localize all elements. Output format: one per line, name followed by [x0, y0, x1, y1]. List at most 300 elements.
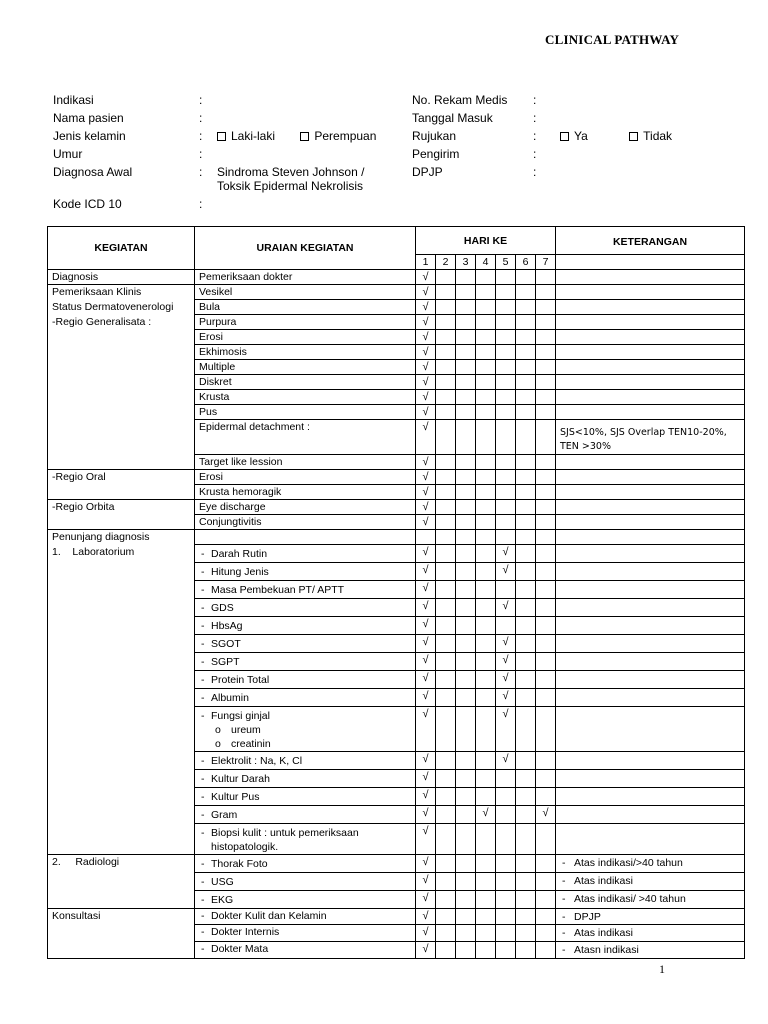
day-1-cell[interactable]	[416, 770, 436, 788]
day-3-cell[interactable]	[456, 855, 476, 873]
day-6-cell[interactable]	[516, 788, 536, 806]
day-7-cell[interactable]	[536, 300, 556, 315]
day-7-cell[interactable]	[536, 500, 556, 515]
day-7-cell[interactable]	[536, 752, 556, 770]
day-6-cell[interactable]	[516, 470, 536, 485]
day-4-cell[interactable]	[476, 855, 496, 873]
day-2-cell[interactable]	[436, 405, 456, 420]
day-1-cell[interactable]	[416, 530, 436, 545]
option-perempuan[interactable]: Perempuan	[300, 127, 376, 145]
day-5-cell[interactable]	[496, 806, 516, 824]
option-ya[interactable]: Ya	[560, 127, 588, 145]
day-1-cell[interactable]	[416, 375, 436, 390]
day-6-cell[interactable]	[516, 345, 536, 360]
day-7-cell[interactable]	[536, 855, 556, 873]
day-6-cell[interactable]	[516, 707, 536, 752]
day-5-cell[interactable]	[496, 455, 516, 470]
day-5-cell[interactable]	[496, 375, 516, 390]
day-1-cell[interactable]	[416, 824, 436, 855]
day-5-cell[interactable]	[496, 300, 516, 315]
day-4-cell[interactable]	[476, 405, 496, 420]
label-nama-pasien: Nama pasien	[53, 111, 124, 125]
checkmark-icon: √	[482, 807, 489, 819]
day-3-cell[interactable]	[456, 485, 476, 500]
day-2-cell[interactable]	[436, 500, 456, 515]
keterangan-cell	[556, 671, 745, 689]
day-3-cell[interactable]	[456, 891, 476, 909]
day-4-cell[interactable]	[476, 563, 496, 581]
day-2-cell[interactable]	[436, 530, 456, 545]
day-7-cell[interactable]	[536, 788, 556, 806]
day-4-cell[interactable]	[476, 330, 496, 345]
day-4-cell[interactable]	[476, 635, 496, 653]
kegiatan-cell	[48, 300, 195, 315]
day-6-cell[interactable]	[516, 285, 536, 300]
day-3-cell[interactable]	[456, 806, 476, 824]
day-3-cell[interactable]	[456, 635, 476, 653]
day-4-cell[interactable]	[476, 707, 496, 752]
colon: :	[533, 111, 537, 125]
day-7-cell[interactable]	[536, 925, 556, 942]
day-1-cell[interactable]	[416, 581, 436, 599]
day-1-cell[interactable]	[416, 470, 436, 485]
day-6-cell[interactable]	[516, 485, 536, 500]
day-1-cell[interactable]	[416, 635, 436, 653]
day-3-cell[interactable]	[456, 563, 476, 581]
day-1-cell[interactable]	[416, 500, 436, 515]
day-7-cell[interactable]	[536, 390, 556, 405]
day-6-cell[interactable]	[516, 500, 536, 515]
day-3-cell[interactable]	[456, 360, 476, 375]
table-row	[48, 390, 745, 405]
day-4-cell[interactable]	[476, 689, 496, 707]
kegiatan-cell	[48, 485, 195, 500]
day-4-cell[interactable]	[476, 485, 496, 500]
day-7-cell[interactable]	[536, 330, 556, 345]
day-1-cell[interactable]	[416, 360, 436, 375]
option-tidak[interactable]: Tidak	[629, 127, 672, 145]
day-5-cell[interactable]	[496, 485, 516, 500]
day-4-cell[interactable]	[476, 530, 496, 545]
day-2-cell[interactable]	[436, 545, 456, 563]
day-4-cell[interactable]	[476, 515, 496, 530]
day-2-cell[interactable]	[436, 375, 456, 390]
day-7-cell[interactable]	[536, 285, 556, 300]
day-7-cell[interactable]	[536, 873, 556, 891]
day-4-cell[interactable]	[476, 285, 496, 300]
day-7-cell[interactable]	[536, 671, 556, 689]
day-1-cell[interactable]	[416, 599, 436, 617]
day-4-cell[interactable]	[476, 909, 496, 925]
day-2-cell[interactable]	[436, 470, 456, 485]
day-1-cell[interactable]	[416, 300, 436, 315]
day-7-cell[interactable]	[536, 617, 556, 635]
day-2-cell[interactable]	[436, 617, 456, 635]
day-2-cell[interactable]	[436, 599, 456, 617]
day-2-cell[interactable]	[436, 285, 456, 300]
day-2-cell[interactable]	[436, 345, 456, 360]
day-6-cell[interactable]	[516, 855, 536, 873]
day-1-cell[interactable]	[416, 285, 436, 300]
day-7-cell[interactable]	[536, 420, 556, 455]
day-5-cell[interactable]	[496, 360, 516, 375]
day-5-cell[interactable]	[496, 653, 516, 671]
day-6-cell[interactable]	[516, 300, 536, 315]
day-5-cell[interactable]	[496, 671, 516, 689]
day-6-cell[interactable]	[516, 653, 536, 671]
day-1-cell[interactable]	[416, 563, 436, 581]
day-2-cell[interactable]	[436, 390, 456, 405]
day-2-cell[interactable]	[436, 855, 456, 873]
day-5-cell[interactable]	[496, 390, 516, 405]
day-7-cell[interactable]	[536, 530, 556, 545]
day-7-cell[interactable]	[536, 909, 556, 925]
day-5-cell[interactable]	[496, 563, 516, 581]
day-1-cell[interactable]	[416, 806, 436, 824]
day-2-cell[interactable]	[436, 360, 456, 375]
day-6-cell[interactable]	[516, 530, 536, 545]
day-3-cell[interactable]	[456, 824, 476, 855]
day-7-cell[interactable]	[536, 515, 556, 530]
day-2-cell[interactable]	[436, 653, 456, 671]
day-1: 1	[416, 255, 436, 270]
day-2-cell[interactable]	[436, 270, 456, 285]
option-laki-laki[interactable]: Laki-laki	[217, 127, 275, 145]
day-2-cell[interactable]	[436, 455, 456, 470]
day-2-cell[interactable]	[436, 788, 456, 806]
checkbox-icon[interactable]	[300, 132, 309, 141]
day-4-cell[interactable]	[476, 599, 496, 617]
day-2-cell[interactable]	[436, 770, 456, 788]
day-6-cell[interactable]	[516, 635, 536, 653]
day-3-cell[interactable]	[456, 788, 476, 806]
day-7-cell[interactable]	[536, 891, 556, 909]
uraian-text: Darah Rutin	[211, 548, 268, 560]
day-7-cell[interactable]	[536, 770, 556, 788]
checkmark-icon: √	[502, 690, 509, 702]
day-2-cell[interactable]	[436, 689, 456, 707]
day-4-cell[interactable]	[476, 455, 496, 470]
checkbox-icon[interactable]	[560, 132, 569, 141]
day-3-cell[interactable]	[456, 285, 476, 300]
day-3-cell[interactable]	[456, 455, 476, 470]
day-5-cell[interactable]	[496, 285, 516, 300]
day-3-cell[interactable]	[456, 500, 476, 515]
day-1-cell[interactable]	[416, 330, 436, 345]
day-6-cell[interactable]	[516, 752, 536, 770]
day-1-cell[interactable]	[416, 653, 436, 671]
day-1-cell[interactable]	[416, 752, 436, 770]
day-4-cell[interactable]	[476, 873, 496, 891]
day-3-cell[interactable]	[456, 909, 476, 925]
day-3-cell[interactable]	[456, 925, 476, 942]
day-1-cell[interactable]	[416, 925, 436, 942]
day-7-cell[interactable]	[536, 375, 556, 390]
day-3-cell[interactable]	[456, 300, 476, 315]
day-7-cell[interactable]	[536, 824, 556, 855]
day-5-cell[interactable]	[496, 530, 516, 545]
day-6-cell[interactable]	[516, 806, 536, 824]
day-5-cell[interactable]	[496, 891, 516, 909]
day-3-cell[interactable]	[456, 270, 476, 285]
day-3-cell[interactable]	[456, 873, 476, 891]
header-row-umur	[53, 145, 393, 163]
day-3-cell[interactable]	[456, 770, 476, 788]
day-6-cell[interactable]	[516, 375, 536, 390]
day-7-cell[interactable]	[536, 653, 556, 671]
day-6-cell[interactable]	[516, 545, 536, 563]
day-1-cell[interactable]	[416, 617, 436, 635]
day-2-cell[interactable]	[436, 824, 456, 855]
table-row	[48, 515, 745, 530]
checkbox-icon[interactable]	[629, 132, 638, 141]
day-7-cell[interactable]	[536, 563, 556, 581]
day-5-cell[interactable]	[496, 581, 516, 599]
day-7-cell[interactable]	[536, 455, 556, 470]
day-7-cell[interactable]	[536, 545, 556, 563]
day-3-cell[interactable]	[456, 405, 476, 420]
day-2-cell[interactable]	[436, 563, 456, 581]
day-6-cell[interactable]	[516, 420, 536, 455]
day-7-cell[interactable]	[536, 599, 556, 617]
day-1-cell[interactable]	[416, 405, 436, 420]
day-4-cell[interactable]	[476, 581, 496, 599]
day-6-cell[interactable]	[516, 873, 536, 891]
day-2-cell[interactable]	[436, 942, 456, 959]
uraian-text: Albumin	[211, 692, 249, 704]
day-5-cell[interactable]	[496, 788, 516, 806]
day-7-cell[interactable]	[536, 270, 556, 285]
day-5-cell[interactable]	[496, 770, 516, 788]
day-4-cell[interactable]	[476, 345, 496, 360]
day-7-cell[interactable]	[536, 707, 556, 752]
day-6-cell[interactable]	[516, 455, 536, 470]
day-3-cell[interactable]	[456, 581, 476, 599]
day-5-cell[interactable]	[496, 635, 516, 653]
day-1-cell[interactable]	[416, 390, 436, 405]
day-6-cell[interactable]	[516, 909, 536, 925]
day-1-cell[interactable]	[416, 345, 436, 360]
day-5-cell[interactable]	[496, 470, 516, 485]
day-5-cell[interactable]	[496, 270, 516, 285]
day-3-cell[interactable]	[456, 375, 476, 390]
day-2-cell[interactable]	[436, 515, 456, 530]
keterangan-cell	[556, 563, 745, 581]
day-6-cell[interactable]	[516, 315, 536, 330]
day-4-cell[interactable]	[476, 315, 496, 330]
day-3-cell[interactable]	[456, 330, 476, 345]
day-7-cell[interactable]	[536, 942, 556, 959]
day-6-cell[interactable]	[516, 689, 536, 707]
day-6-cell[interactable]	[516, 599, 536, 617]
day-1-cell[interactable]	[416, 707, 436, 752]
day-2-cell[interactable]	[436, 581, 456, 599]
day-7-cell[interactable]	[536, 635, 556, 653]
day-4-cell[interactable]	[476, 375, 496, 390]
day-3-cell[interactable]	[456, 707, 476, 752]
day-6-cell[interactable]	[516, 330, 536, 345]
day-2-cell[interactable]	[436, 891, 456, 909]
day-7-cell[interactable]	[536, 806, 556, 824]
day-6-cell[interactable]	[516, 581, 536, 599]
day-1-cell[interactable]	[416, 315, 436, 330]
day-6-cell[interactable]	[516, 405, 536, 420]
keterangan-cell	[556, 873, 745, 891]
day-1-cell[interactable]	[416, 420, 436, 455]
day-2-cell[interactable]	[436, 671, 456, 689]
kegiatan-text: Pemeriksaan Klinis	[52, 286, 142, 298]
day-5-cell[interactable]	[496, 909, 516, 925]
day-3-cell[interactable]	[456, 390, 476, 405]
uraian-text: Bula	[199, 301, 221, 313]
day-5-cell[interactable]	[496, 599, 516, 617]
day-5-cell[interactable]	[496, 330, 516, 345]
day-3-cell[interactable]	[456, 545, 476, 563]
day-2-cell[interactable]	[436, 925, 456, 942]
day-1-cell[interactable]	[416, 788, 436, 806]
day-6-cell[interactable]	[516, 617, 536, 635]
day-4-cell[interactable]	[476, 545, 496, 563]
dash-marker: -	[201, 656, 205, 668]
day-3-cell[interactable]	[456, 671, 476, 689]
day-5-cell[interactable]	[496, 873, 516, 891]
day-4-cell[interactable]	[476, 942, 496, 959]
day-4-cell[interactable]	[476, 390, 496, 405]
day-6-cell[interactable]	[516, 942, 536, 959]
day-5-cell[interactable]	[496, 420, 516, 455]
day-7-cell[interactable]	[536, 689, 556, 707]
day-3-cell[interactable]	[456, 617, 476, 635]
day-5-cell[interactable]	[496, 689, 516, 707]
day-1-cell[interactable]	[416, 671, 436, 689]
day-7-cell[interactable]	[536, 470, 556, 485]
checkbox-icon[interactable]	[217, 132, 226, 141]
day-6-cell[interactable]	[516, 824, 536, 855]
day-5-cell[interactable]	[496, 315, 516, 330]
day-2-cell[interactable]	[436, 485, 456, 500]
day-4-cell[interactable]	[476, 300, 496, 315]
day-7-cell[interactable]	[536, 360, 556, 375]
day-4-cell[interactable]	[476, 270, 496, 285]
day-5-cell[interactable]	[496, 617, 516, 635]
day-5-cell[interactable]	[496, 405, 516, 420]
day-7-cell[interactable]	[536, 345, 556, 360]
day-4-cell[interactable]	[476, 806, 496, 824]
day-2-cell[interactable]	[436, 752, 456, 770]
day-6-cell[interactable]	[516, 671, 536, 689]
day-3-cell[interactable]	[456, 599, 476, 617]
day-3-cell[interactable]	[456, 470, 476, 485]
day-1-cell[interactable]	[416, 545, 436, 563]
day-7-cell[interactable]	[536, 315, 556, 330]
day-6-cell[interactable]	[516, 390, 536, 405]
header-kegiatan: KEGIATAN	[48, 227, 195, 270]
day-3-cell[interactable]	[456, 942, 476, 959]
day-5-cell[interactable]	[496, 707, 516, 752]
day-2-cell[interactable]	[436, 330, 456, 345]
day-4-cell[interactable]	[476, 653, 496, 671]
day-3-cell[interactable]	[456, 752, 476, 770]
day-1-cell[interactable]	[416, 515, 436, 530]
day-3-cell[interactable]	[456, 653, 476, 671]
day-6-cell[interactable]	[516, 925, 536, 942]
checkmark-icon: √	[422, 391, 429, 403]
day-4-cell[interactable]	[476, 925, 496, 942]
day-5-cell[interactable]	[496, 500, 516, 515]
day-4-cell[interactable]	[476, 788, 496, 806]
day-5-cell[interactable]	[496, 345, 516, 360]
day-4-cell[interactable]	[476, 671, 496, 689]
day-4-cell[interactable]	[476, 752, 496, 770]
day-4-cell[interactable]	[476, 360, 496, 375]
day-2-cell[interactable]	[436, 806, 456, 824]
day-1-cell[interactable]	[416, 873, 436, 891]
day-3-cell[interactable]	[456, 315, 476, 330]
checkmark-icon: √	[502, 546, 509, 558]
day-1-cell[interactable]	[416, 909, 436, 925]
day-5-cell[interactable]	[496, 855, 516, 873]
day-6-cell[interactable]	[516, 360, 536, 375]
day-3-cell[interactable]	[456, 420, 476, 455]
day-4-cell[interactable]	[476, 617, 496, 635]
day-2-cell[interactable]	[436, 873, 456, 891]
day-1-cell[interactable]	[416, 485, 436, 500]
day-4-cell[interactable]	[476, 891, 496, 909]
checkmark-icon: √	[422, 753, 429, 765]
kegiatan-cell	[48, 788, 195, 806]
day-1-cell[interactable]	[416, 689, 436, 707]
day-4-cell[interactable]	[476, 770, 496, 788]
uraian-text-continued: histopatologik.	[211, 841, 279, 853]
day-1-cell[interactable]	[416, 855, 436, 873]
day-2-cell[interactable]	[436, 300, 456, 315]
day-5-cell[interactable]	[496, 824, 516, 855]
uraian-cell	[195, 405, 416, 420]
day-1-cell[interactable]	[416, 942, 436, 959]
kegiatan-cell	[48, 770, 195, 788]
day-4-cell[interactable]	[476, 500, 496, 515]
day-4-cell[interactable]	[476, 420, 496, 455]
day-2-cell[interactable]	[436, 420, 456, 455]
day-2-cell[interactable]	[436, 707, 456, 752]
day-7-cell[interactable]	[536, 581, 556, 599]
day-5-cell[interactable]	[496, 545, 516, 563]
day-2-cell[interactable]	[436, 909, 456, 925]
day-3-cell[interactable]	[456, 515, 476, 530]
day-6-cell[interactable]	[516, 515, 536, 530]
day-7-cell[interactable]	[536, 405, 556, 420]
day-4-cell[interactable]	[476, 824, 496, 855]
day-5-cell[interactable]	[496, 752, 516, 770]
day-1-cell[interactable]	[416, 455, 436, 470]
day-1-cell[interactable]	[416, 891, 436, 909]
day-7-cell[interactable]	[536, 485, 556, 500]
day-1-cell[interactable]	[416, 270, 436, 285]
day-3-cell[interactable]	[456, 345, 476, 360]
day-4-cell[interactable]	[476, 470, 496, 485]
day-2-cell[interactable]	[436, 635, 456, 653]
day-6-cell[interactable]	[516, 270, 536, 285]
day-5-cell[interactable]	[496, 942, 516, 959]
day-5-cell[interactable]	[496, 515, 516, 530]
day-6-cell[interactable]	[516, 770, 536, 788]
day-6-cell[interactable]	[516, 891, 536, 909]
day-5-cell[interactable]	[496, 925, 516, 942]
day-2-cell[interactable]	[436, 315, 456, 330]
day-6-cell[interactable]	[516, 563, 536, 581]
day-3-cell[interactable]	[456, 689, 476, 707]
day-3-cell[interactable]	[456, 530, 476, 545]
